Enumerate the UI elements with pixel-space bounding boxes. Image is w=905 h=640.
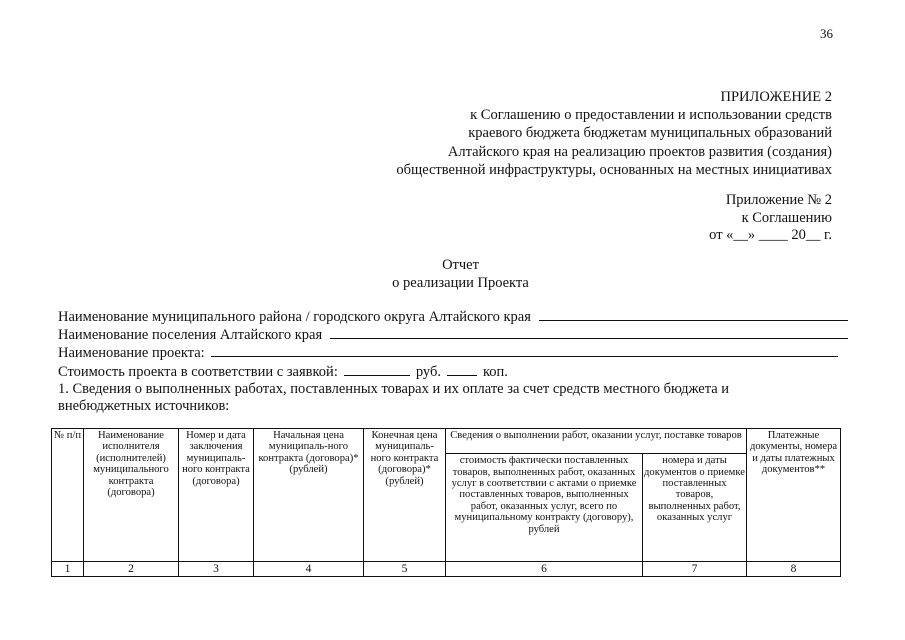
column-numbers-row: [52, 562, 841, 577]
cost-row: [58, 363, 848, 381]
section1-line-1: 1. Сведения о выполненных работах, поставленных товарах и их оплате за счет средств местного бюджета и: [58, 380, 730, 397]
rub-label: руб.: [415, 363, 441, 380]
report-title-line-1: Отчет: [442, 257, 479, 273]
sub-appendix-line-2: к Соглашению: [741, 209, 832, 226]
works-table: [51, 428, 841, 577]
header-final-price: Конечная цена муниципаль-ного контракта (договора)* (рублей): [364, 429, 446, 562]
sub-appendix-line-1: Приложение № 2: [725, 192, 832, 208]
col-number-4: 4: [254, 562, 364, 577]
page-number: 36: [820, 26, 833, 41]
sub-appendix-date: от «__» ____ 20__ г.: [709, 227, 832, 244]
kop-label: коп.: [482, 363, 508, 380]
header-contractor: Наименование исполнителя (исполнителей) муниципального контракта (договора): [84, 429, 179, 562]
col-number-3: 3: [179, 562, 254, 577]
settlement-row: [58, 326, 848, 344]
col-number-8: 8: [747, 562, 841, 577]
settlement-label: Наименование поселения Алтайского края: [58, 327, 323, 344]
col-number-7: 7: [643, 562, 747, 577]
header-actual-cost: стоимость фактически поставленных товаров, выполненных работ, оказанных услуг в соответствии с актами о приемке поставленных товаров, выполненных работ, оказанных услуг, всего по муниципальному контракту (договору), рублей: [446, 454, 643, 562]
header-acceptance-docs: номера и даты документов о приемке поставленных товаров, выполненных работ, оказанных услуг: [643, 454, 747, 562]
cost-rub-field[interactable]: [344, 363, 410, 376]
report-info: [58, 308, 848, 415]
cost-kop-field[interactable]: [447, 363, 477, 376]
report-title-line-2: о реализации Проекта: [392, 275, 529, 291]
appendix-header: [396, 88, 832, 179]
header-payment-docs: Платежные документы, номера и даты платежных документов**: [747, 429, 841, 562]
district-row: [58, 308, 848, 326]
appendix-line-3: Алтайского края на реализацию проектов развития (создания): [447, 143, 832, 160]
section1-line-2: внебюджетных источников:: [58, 398, 230, 415]
project-field[interactable]: [211, 344, 838, 357]
project-row: [58, 344, 848, 362]
settlement-field[interactable]: [330, 326, 848, 339]
cost-label: Стоимость проекта в соответствии с заявкой:: [58, 363, 338, 380]
report-title: [0, 256, 905, 292]
section1-heading-cont: [58, 398, 848, 415]
section1-heading: [58, 381, 848, 398]
district-label: Наименование муниципального района / городского округа Алтайского края: [58, 309, 531, 325]
header-initial-price: Начальная цена муниципаль-ного контракта (договора)* (рублей): [254, 429, 364, 562]
col-number-1: 1: [52, 562, 84, 577]
appendix-title: ПРИЛОЖЕНИЕ 2: [720, 89, 832, 105]
district-field[interactable]: [539, 308, 848, 321]
header-execution-group: Сведения о выполнении работ, оказании услуг, поставке товаров: [446, 429, 747, 454]
appendix-line-4: общественной инфраструктуры, основанных на местных инициативах: [396, 161, 832, 178]
appendix-line-2: краевого бюджета бюджетам муниципальных образований: [468, 125, 832, 142]
sub-appendix: [709, 192, 832, 245]
col-number-6: 6: [446, 562, 643, 577]
table-header-row-1: [52, 429, 841, 454]
appendix-line-1: к Соглашению о предоставлении и использовании средств: [470, 107, 832, 124]
header-contract-number: Номер и дата заключения муниципаль-ного контракта (договора): [179, 429, 254, 562]
col-number-5: 5: [364, 562, 446, 577]
col-number-2: 2: [84, 562, 179, 577]
header-num: № п/п: [52, 429, 84, 562]
project-label: Наименование проекта:: [58, 345, 205, 362]
